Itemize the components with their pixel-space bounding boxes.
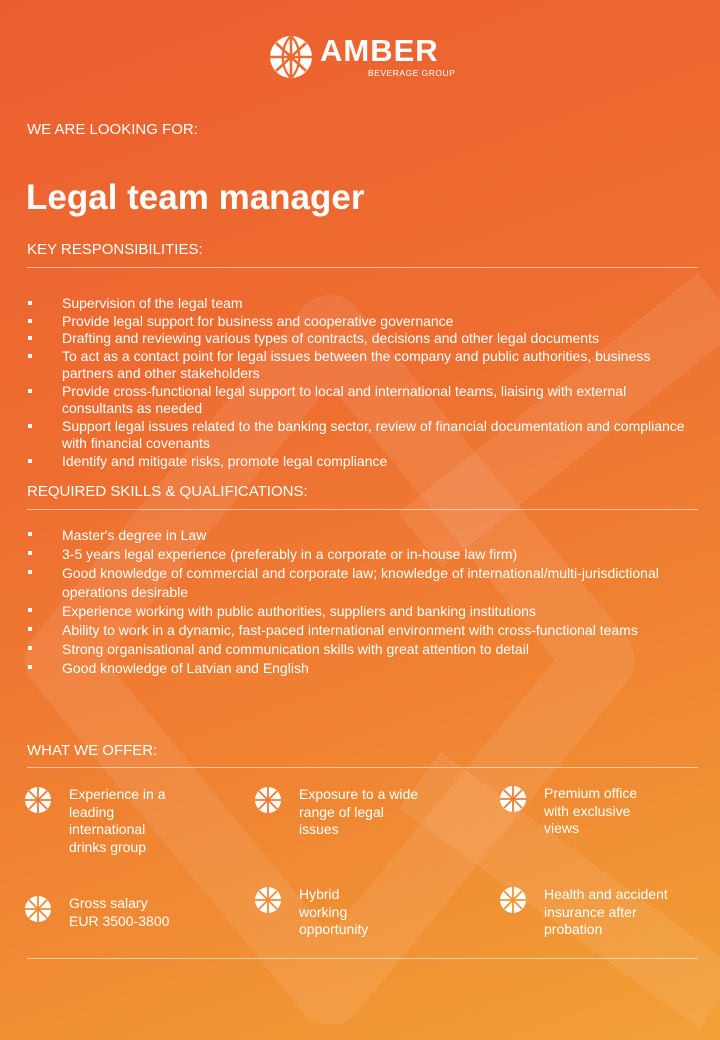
responsibilities-heading: KEY RESPONSIBILITIES:	[27, 241, 203, 258]
amber-logo-icon	[254, 786, 282, 814]
divider	[27, 767, 698, 768]
skills-list	[27, 526, 697, 678]
list-item: 3-5 years legal experience (preferably in a corporate or in-house law firm)	[27, 545, 697, 564]
amber-logo-icon	[24, 895, 52, 923]
list-item: Experience working with public authorities, suppliers and banking institutions	[27, 602, 697, 621]
offer-item	[254, 786, 418, 839]
amber-logo-icon	[499, 886, 527, 914]
intro-label: WE ARE LOOKING FOR:	[27, 121, 198, 138]
list-item: Good knowledge of Latvian and English	[27, 659, 697, 678]
brand-logo	[268, 34, 455, 80]
responsibilities-list	[27, 295, 697, 470]
skills-heading: REQUIRED SKILLS & QUALIFICATIONS:	[27, 483, 308, 500]
amber-logo-icon	[268, 34, 314, 80]
list-item: Strong organisational and communication skills with great attention to detail	[27, 640, 697, 659]
offer-text: Exposure to a wide range of legal issues	[299, 786, 419, 837]
amber-logo-icon	[254, 886, 282, 914]
job-title: Legal team manager	[26, 178, 365, 217]
offer-item	[24, 786, 166, 856]
list-item: Provide legal support for business and cooperative governance	[27, 313, 697, 331]
brand-name: AMBER	[320, 33, 439, 68]
list-item: Identify and mitigate risks, promote legal compliance	[27, 453, 697, 471]
offer-text: Gross salary EUR 3500-3800	[69, 895, 170, 929]
list-item: Drafting and reviewing various types of contracts, decisions and other legal documents	[27, 330, 697, 348]
offer-item	[499, 785, 637, 838]
list-item: Good knowledge of commercial and corporate law; knowledge of international/multi-jurisdictional operations desirable	[27, 564, 697, 602]
offer-text: Health and accident insurance after probation	[544, 886, 668, 937]
offer-text: Hybrid working opportunity	[299, 886, 369, 937]
list-item: Support legal issues related to the banking sector, review of financial documentation and compliance with financial covenants	[27, 418, 697, 453]
list-item: To act as a contact point for legal issues between the company and public authorities, business partners and other stakeholders	[27, 348, 697, 383]
amber-logo-icon	[499, 785, 527, 813]
list-item: Ability to work in a dynamic, fast-paced international environment with cross-functional teams	[27, 621, 697, 640]
offer-heading: WHAT WE OFFER:	[27, 742, 158, 759]
divider	[27, 958, 698, 959]
list-item: Provide cross-functional legal support to local and international teams, liaising with external consultants as needed	[27, 383, 697, 418]
divider	[27, 267, 698, 268]
list-item: Supervision of the legal team	[27, 295, 697, 313]
offer-item	[24, 895, 169, 930]
offer-item	[499, 886, 668, 939]
offer-text: Experience in a leading international drinks group	[69, 786, 166, 855]
brand-subtitle: BEVERAGE GROUP	[368, 68, 456, 78]
offer-text: Premium office with exclusive views	[544, 785, 638, 836]
divider	[27, 509, 698, 510]
amber-logo-icon	[24, 786, 52, 814]
offer-item	[254, 886, 368, 939]
list-item: Master's degree in Law	[27, 526, 697, 545]
